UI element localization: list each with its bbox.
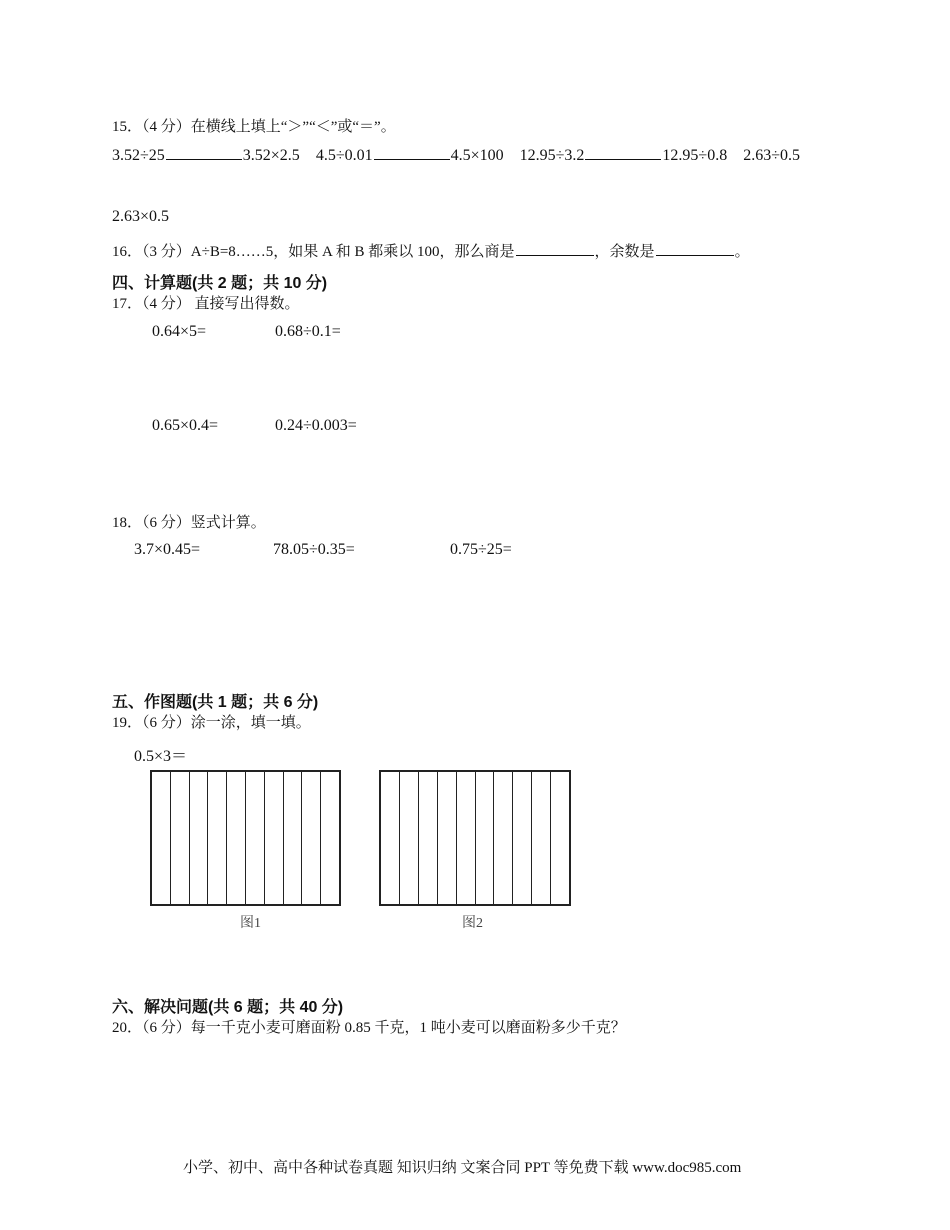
q18-item-3: 0.75÷25= xyxy=(450,541,512,558)
q18-heading: 18．（6 分）竖式计算。 xyxy=(112,515,266,531)
grid-column[interactable] xyxy=(438,772,457,904)
figure-2-grid[interactable] xyxy=(379,770,571,906)
grid-column[interactable] xyxy=(494,772,513,904)
q15-blank-2[interactable] xyxy=(374,145,450,160)
grid-column[interactable] xyxy=(400,772,419,904)
grid-column[interactable] xyxy=(284,772,303,904)
q17-item-1: 0.64×5= xyxy=(152,323,207,340)
figure-1-grid[interactable] xyxy=(150,770,341,906)
q15-item-2-right: 4.5×100 xyxy=(450,147,504,164)
section-4-title: 四、计算题(共 2 题；共 10 分) xyxy=(112,275,328,292)
grid-column[interactable] xyxy=(419,772,438,904)
q15-blank-1[interactable] xyxy=(166,145,242,160)
grid-column[interactable] xyxy=(190,772,209,904)
q15-item-3-left: 12.95÷3.2 xyxy=(519,147,585,164)
q19-expression: 0.5×3＝ xyxy=(134,748,188,765)
grid-column[interactable] xyxy=(457,772,476,904)
q16-text-b: ，余数是 xyxy=(594,244,655,260)
q15-item-1-left: 3.52÷25 xyxy=(112,147,165,164)
q15-item-3-right: 12.95÷0.8 xyxy=(662,147,728,164)
q18-item-2: 78.05÷0.35= xyxy=(273,541,355,558)
grid-column[interactable] xyxy=(208,772,227,904)
grid-column[interactable] xyxy=(171,772,190,904)
q17-heading: 17．（4 分） 直接写出得数。 xyxy=(112,296,300,312)
grid-column[interactable] xyxy=(532,772,551,904)
q16-remainder-blank[interactable] xyxy=(656,241,734,256)
grid-column[interactable] xyxy=(321,772,339,904)
q18-item-1: 3.7×0.45= xyxy=(134,541,201,558)
q15-continuation xyxy=(112,208,169,226)
q16-text-a: 16．（3 分）A÷B=8……5，如果 A 和 B 都乘以 100，那么商是 xyxy=(112,244,515,260)
q15-item-4-left: 2.63÷0.5 xyxy=(743,147,800,164)
grid-column[interactable] xyxy=(152,772,171,904)
q16-quotient-blank[interactable] xyxy=(516,241,594,256)
q20-heading: 20．（6 分）每一千克小麦可磨面粉 0.85 千克，1 吨小麦可以磨面粉多少千克？ xyxy=(112,1020,626,1036)
q15-comparison-row xyxy=(112,145,800,165)
grid-column[interactable] xyxy=(551,772,569,904)
grid-column[interactable] xyxy=(476,772,495,904)
q17-item-3: 0.65×0.4= xyxy=(152,417,219,434)
q15-heading: 15．（4 分）在横线上填上“＞”“＜”或“＝”。 xyxy=(112,119,396,135)
grid-column[interactable] xyxy=(381,772,400,904)
grid-column[interactable] xyxy=(227,772,246,904)
q15-blank-3[interactable] xyxy=(585,145,661,160)
figure-2-label: 图2 xyxy=(462,916,483,931)
page-footer: 小学、初中、高中各种试卷真题 知识归纳 文案合同 PPT 等免费下载 www.doc985.com xyxy=(183,1160,742,1176)
q15-item-4-right: 2.63×0.5 xyxy=(112,208,170,225)
section-6-title: 六、解决问题(共 6 题；共 40 分) xyxy=(112,999,344,1016)
grid-column[interactable] xyxy=(513,772,532,904)
q16-text-c: 。 xyxy=(734,244,750,260)
q19-heading: 19．（6 分）涂一涂，填一填。 xyxy=(112,715,311,731)
q15-item-2-left: 4.5÷0.01 xyxy=(315,147,373,164)
grid-column[interactable] xyxy=(246,772,265,904)
figure-1-label: 图1 xyxy=(240,916,261,931)
q17-item-4: 0.24÷0.003= xyxy=(275,417,357,434)
q16-line xyxy=(112,240,750,261)
q17-item-2: 0.68÷0.1= xyxy=(275,323,341,340)
grid-column[interactable] xyxy=(265,772,284,904)
section-5-title: 五、作图题(共 1 题；共 6 分) xyxy=(112,694,319,711)
q15-item-1-right: 3.52×2.5 xyxy=(242,147,300,164)
grid-column[interactable] xyxy=(302,772,321,904)
